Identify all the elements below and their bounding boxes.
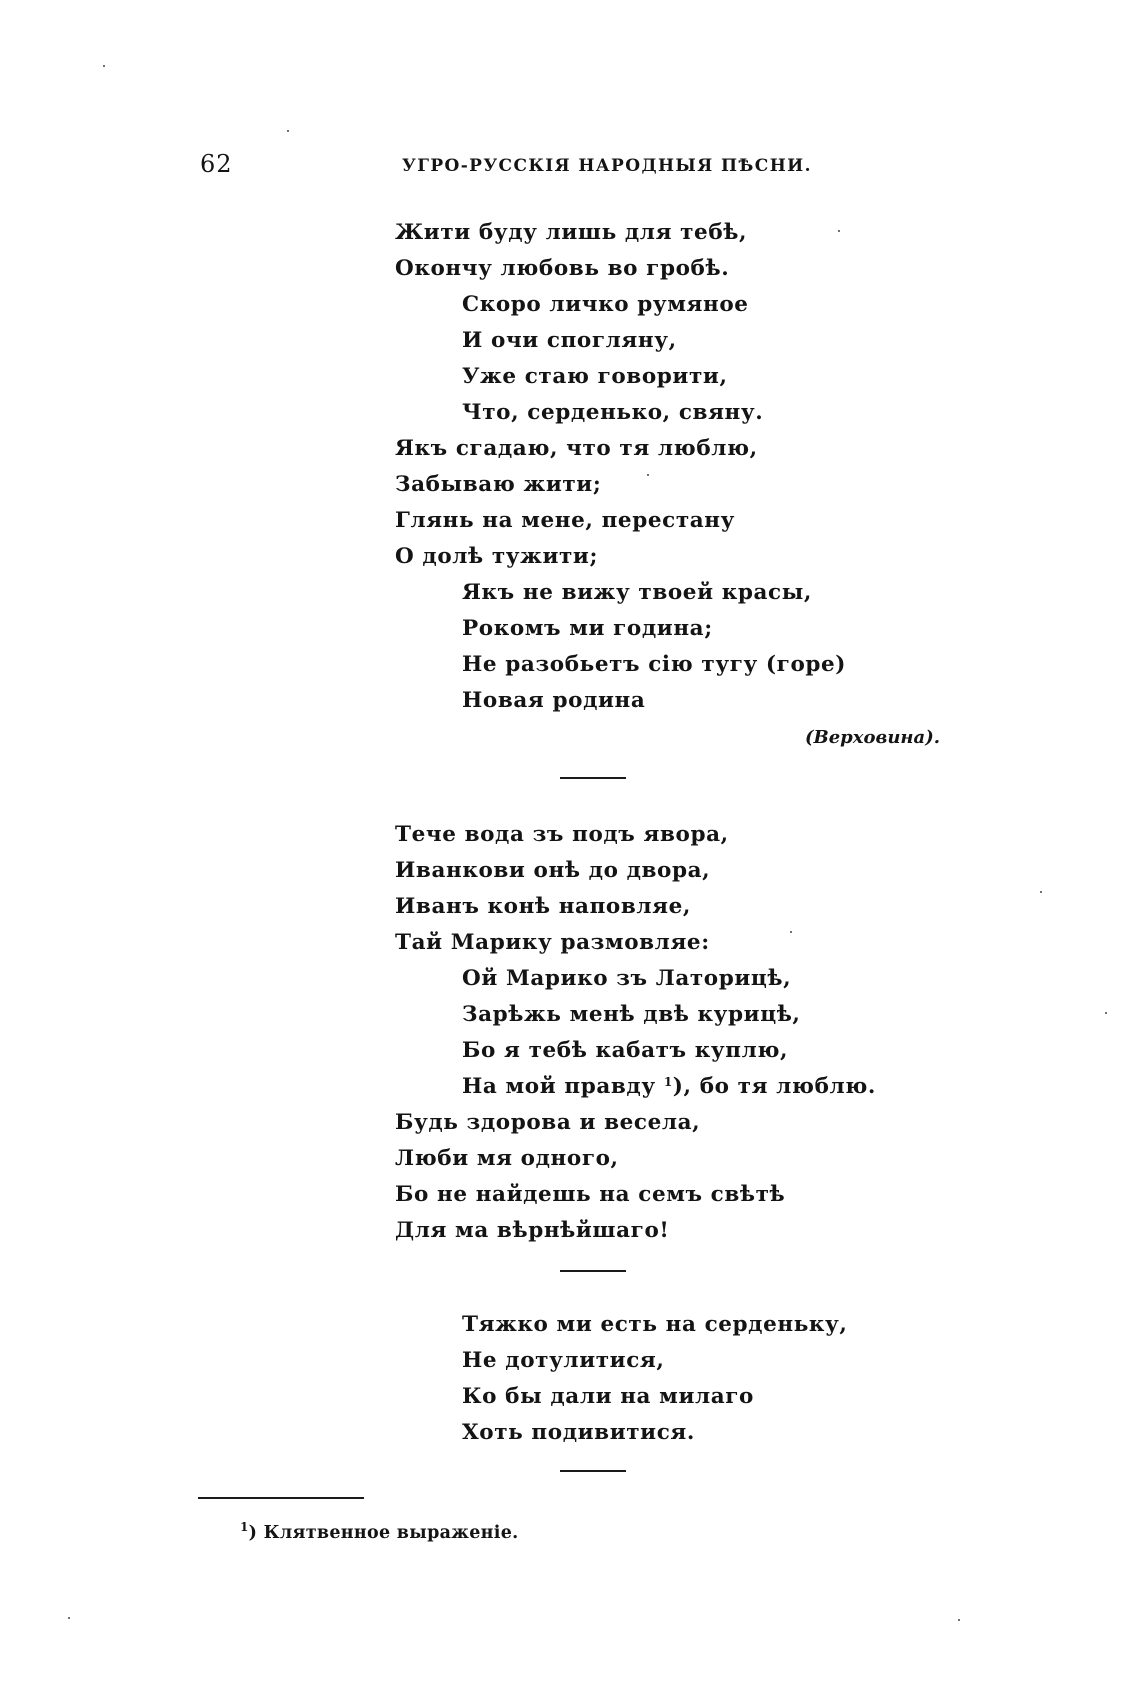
song-attribution: (Верховина). bbox=[805, 727, 940, 748]
verse-text: На мой правду bbox=[462, 1074, 656, 1099]
scan-speck bbox=[287, 130, 289, 132]
verse-line: Рокомъ ми година; bbox=[462, 616, 713, 641]
verse-line: Жити буду лишь для тебѣ, bbox=[395, 220, 748, 245]
verse-line: Забываю жити; bbox=[395, 472, 602, 497]
verse-line: Что, серденько, свяну. bbox=[462, 400, 764, 425]
footnote-marker: 1 bbox=[240, 1520, 249, 1534]
verse-line: Якъ не вижу твоей красы, bbox=[462, 580, 812, 605]
verse-line: Не дотулитися, bbox=[462, 1348, 665, 1373]
scan-speck bbox=[68, 1617, 70, 1619]
section-divider bbox=[560, 1270, 626, 1272]
verse-line: Бо не найдешь на семъ свѣтѣ bbox=[395, 1182, 786, 1207]
verse-line: Уже стаю говорити, bbox=[462, 364, 728, 389]
verse-line: Якъ сгадаю, что тя люблю, bbox=[395, 436, 758, 461]
scan-speck bbox=[103, 65, 105, 67]
verse-line: О долѣ тужити; bbox=[395, 544, 598, 569]
footnote-rule bbox=[198, 1497, 364, 1499]
footnote bbox=[240, 1520, 519, 1543]
verse-line: Окончу любовь во гробѣ. bbox=[395, 256, 730, 281]
verse-line: Бо я тебѣ кабатъ куплю, bbox=[462, 1038, 789, 1063]
verse-line: Хоть подивитися. bbox=[462, 1420, 695, 1445]
scan-speck bbox=[838, 230, 840, 232]
footnote-reference: 1 bbox=[663, 1075, 673, 1089]
page-number: 62 bbox=[200, 150, 233, 178]
verse-line: Скоро личко румяное bbox=[462, 292, 749, 317]
verse-line: Для ма вѣрнѣйшаго! bbox=[395, 1218, 670, 1243]
verse-line: Зарѣжь менѣ двѣ курицѣ, bbox=[462, 1002, 801, 1027]
verse-line: Будь здорова и весела, bbox=[395, 1110, 701, 1135]
verse-line: Ко бы дали на милаго bbox=[462, 1384, 754, 1409]
verse-line: Ой Марико зъ Латорицѣ, bbox=[462, 966, 792, 991]
verse-line: Иванъ конѣ наповляе, bbox=[395, 894, 691, 919]
verse-line: Тай Марику размовляе: bbox=[395, 930, 710, 955]
verse-line: Иванкови онѣ до двора, bbox=[395, 858, 711, 883]
verse-line-with-footnote bbox=[462, 1076, 876, 1098]
verse-line: Новая родина bbox=[462, 688, 646, 713]
verse-line: Люби мя одного, bbox=[395, 1146, 619, 1171]
scan-speck bbox=[1105, 1012, 1107, 1014]
footnote-paren: ) bbox=[248, 1523, 258, 1543]
footnote-text: Клятвенное выраженіе. bbox=[263, 1523, 519, 1543]
scan-speck bbox=[790, 931, 792, 933]
verse-line: И очи спогляну, bbox=[462, 328, 677, 353]
verse-line: Глянь на мене, перестану bbox=[395, 508, 735, 533]
verse-line: Не разобьетъ сію тугу (горе) bbox=[462, 652, 847, 677]
verse-line: Тече вода зъ подъ явора, bbox=[395, 822, 729, 847]
running-title: УГРО-РУССКІЯ НАРОДНЫЯ ПѢСНИ. bbox=[402, 156, 812, 176]
section-divider bbox=[560, 777, 626, 779]
scan-speck bbox=[958, 1619, 960, 1621]
scan-speck bbox=[647, 474, 649, 476]
verse-text: ), бо тя люблю. bbox=[672, 1074, 877, 1099]
section-divider bbox=[560, 1470, 626, 1472]
scan-speck bbox=[1040, 891, 1042, 893]
verse-line: Тяжко ми есть на серденьку, bbox=[462, 1312, 848, 1337]
